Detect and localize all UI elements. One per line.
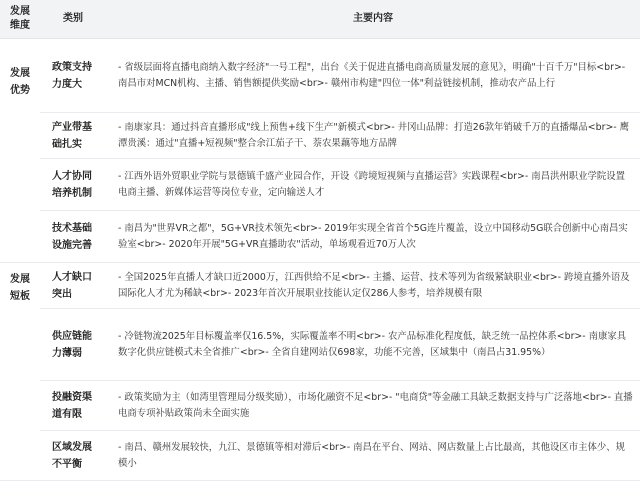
row-category: 人才缺口突出	[40, 263, 106, 309]
row-content: - 政策奖励为主（如湾里管理局分级奖励），市场化融资不足<br>- "电商贷"等金融工具缺乏数据支持与广泛落地<br>- 直播电商专项补贴政策尚未全面实施	[106, 381, 640, 431]
table-header-row	[0, 0, 640, 39]
row-content: - 江西外语外贸职业学院与景德镇千盛产业园合作，开设《跨境短视频与直播运营》实践课程<br>- 南昌洪州职业学院设置电商主播、新媒体运营等岗位专业，定向输送人才	[106, 159, 640, 211]
table-row	[0, 159, 640, 211]
row-category: 政策支持力度大	[40, 39, 106, 113]
table-row	[0, 263, 640, 309]
row-content: - 南康家具：通过抖音直播形成"线上预售+线下生产"新模式<br>- 井冈山品牌：打造26款年销破千万的直播爆品<br>- 鹰潭贵溪：通过"直播+短视频"整合余江茄子干、萘农果藕等地方品牌	[106, 113, 640, 159]
table-row	[0, 211, 640, 263]
group-dimension-weakness: 发展短板	[0, 263, 40, 481]
row-content: - 南昌为"世界VR之都"，5G+VR技术领先<br>- 2019年实现全省首个5G连片覆盖，设立中国移动5G联合创新中心南昌实验室<br>- 2020年开展"5G+VR直播助农"活动，单场观看近70万人次	[106, 211, 640, 263]
group-dimension-advantage: 发展优势	[0, 39, 40, 263]
row-content: - 省级层面将直播电商纳入数字经济"一号工程"，出台《关于促进直播电商高质量发展的意见》，明确"十百千万"目标<br>- 南昌市对MCN机构、主播、销售额提供奖励<br>- 赣州市构建"四位一体"利益链接机制，推动农产品上行	[106, 39, 640, 113]
row-category: 人才协同培养机制	[40, 159, 106, 211]
table-row	[0, 431, 640, 481]
row-content: - 全国2025年直播人才缺口近2000万，江西供给不足<br>- 主播、运营、技术等列为省级紧缺职业<br>- 跨境直播外语及国际化人才尤为稀缺<br>- 2023年首次开展职业技能认定仅286人参考，培养规模有限	[106, 263, 640, 309]
row-category: 投融资渠道有限	[40, 381, 106, 431]
table-row	[0, 309, 640, 381]
table-row	[0, 113, 640, 159]
header-category: 类别	[40, 0, 106, 39]
table-row	[0, 381, 640, 431]
header-content: 主要内容	[106, 0, 640, 39]
row-category: 区域发展不平衡	[40, 431, 106, 481]
row-content: - 冷链物流2025年目标覆盖率仅16.5%，实际覆盖率不明<br>- 农产品标准化程度低，缺乏统一品控体系<br>- 南康家具数字化供应链模式未全省推广<br>- 全省自建网站仅698家，功能不完善，区域集中（南昌占31.95%）	[106, 309, 640, 381]
row-category: 技术基础设施完善	[40, 211, 106, 263]
row-category: 产业带基础扎实	[40, 113, 106, 159]
header-dimension: 发展维度	[0, 0, 40, 39]
row-content: - 南昌、赣州发展较快，九江、景德镇等相对滞后<br>- 南昌在平台、网站、网店数量上占比最高，其他设区市主体少、规模小	[106, 431, 640, 481]
table-row	[0, 39, 640, 113]
row-category: 供应链能力薄弱	[40, 309, 106, 381]
